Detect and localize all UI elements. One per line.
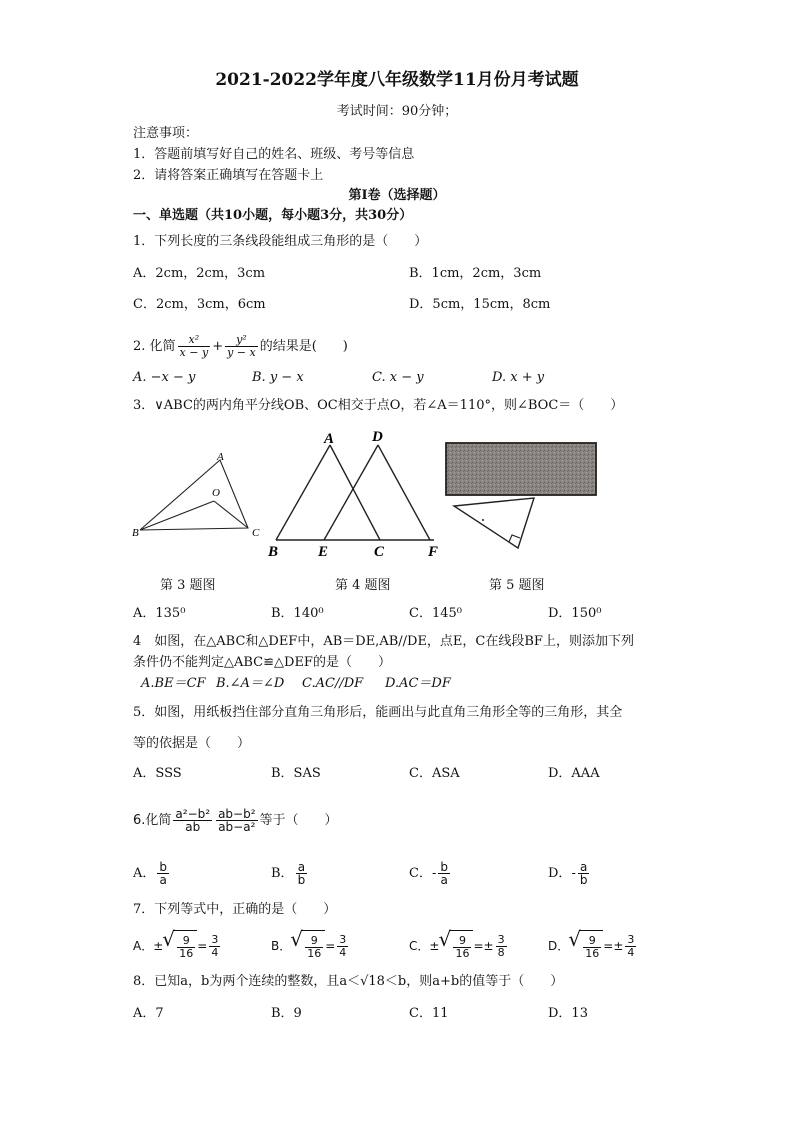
q6-stem	[133, 806, 338, 836]
q5-option-b: B．SAS	[271, 766, 321, 781]
option-eq: =	[325, 939, 336, 953]
option-fraction	[438, 861, 450, 886]
rhs-fraction	[625, 934, 636, 959]
rhs-fraction	[209, 934, 220, 959]
sqrt	[449, 930, 473, 963]
q8-option-d: D．13	[548, 1006, 588, 1021]
option-sign: -	[431, 866, 437, 881]
q7-stem: 7．下列等式中，正确的是（ ）	[133, 902, 337, 917]
section-heading: 一、单选题（共10小题，每小题3分，共30分）	[133, 208, 413, 223]
fig3-label-c: C	[252, 527, 260, 539]
frac-num: √ 9	[583, 935, 601, 948]
page-title: 2021-2022学年度八年级数学11月份月考试题	[215, 70, 579, 90]
option-label: A．	[133, 939, 154, 953]
option-fraction	[157, 861, 169, 886]
q2-f1-den: x − y	[179, 346, 209, 359]
q1-stem: 1．下列长度的三条线段能组成三角形的是（ ）	[133, 234, 428, 249]
q3-stem: 3．∨ABC的两内角平分线OB、OC相交于点O，若∠A＝110°，则∠BOC＝（ ）	[133, 398, 624, 413]
q2-stem	[133, 334, 348, 359]
option-sign: -	[571, 866, 576, 881]
rhs-fraction	[337, 934, 348, 959]
figure-5-caption: 第 5 题图	[489, 578, 545, 593]
q1-option-a: A．2cm，2cm，3cm	[133, 266, 266, 281]
q6-f1-den: ab	[185, 820, 201, 834]
frac-den: 16	[585, 947, 600, 960]
q6-option-d	[548, 858, 591, 890]
q7-option-a	[133, 930, 222, 963]
frac-den: 16	[179, 947, 194, 960]
q8-option-c: C．11	[409, 1006, 449, 1021]
q5-stem-line2: 等的依据是（ ）	[133, 736, 251, 751]
q6-f2-den: ab−a²	[218, 820, 256, 834]
fig4-label-a: A	[324, 431, 335, 447]
option-eq: =	[603, 939, 614, 953]
q6-option-a	[133, 858, 171, 890]
part-title: 第I卷（选择题）	[348, 188, 446, 203]
option-label: B．	[271, 939, 292, 953]
fig4-label-c: C	[374, 544, 385, 560]
option-label: C．	[409, 866, 432, 881]
fig3-label-a: A	[217, 451, 224, 463]
option-fraction	[296, 861, 308, 886]
q2-fraction-1	[178, 334, 211, 359]
option-label: D．	[548, 939, 570, 953]
figure-4	[262, 425, 452, 560]
option-eq: =	[197, 939, 208, 953]
figure-4-caption: 第 4 题图	[335, 578, 391, 593]
q4-option-c: C.AC//DF	[302, 676, 364, 691]
q7-option-c	[409, 930, 509, 963]
q1-option-d: D．5cm，15cm，8cm	[409, 297, 551, 312]
q2-f1-num: x²	[178, 334, 211, 347]
fig4-label-b: B	[268, 544, 279, 560]
frac-den: b	[297, 873, 306, 887]
q3-option-b: B．140⁰	[271, 606, 324, 621]
frac-den: 16	[307, 947, 322, 960]
frac-den: 4	[627, 946, 635, 959]
figure-3-caption: 第 3 题图	[160, 578, 216, 593]
q3-option-c: C．145⁰	[409, 606, 462, 621]
option-label: B．	[271, 866, 294, 881]
q2-plus: +	[212, 339, 224, 354]
q2-prefix: 2. 化简	[133, 339, 176, 354]
frac-num: √ 9	[177, 935, 195, 948]
q5-option-c: C．ASA	[409, 766, 460, 781]
q2-option-a: A. −x − y	[133, 370, 196, 385]
sqrt-fraction	[177, 935, 195, 960]
frac-num: a	[578, 861, 590, 874]
sqrt-fraction	[583, 935, 601, 960]
sqrt	[579, 930, 603, 963]
q2-option-d: D. x + y	[492, 370, 545, 385]
frac-num: b	[440, 860, 448, 874]
q4-stem-line2: 条件仍不能判定△ABC≌△DEF的是（ ）	[133, 655, 391, 670]
q6-fraction-1	[173, 808, 212, 833]
q3-option-a: A．135⁰	[133, 606, 186, 621]
q6-f1-num: a²−b²	[175, 807, 211, 821]
option-pre: ±	[429, 939, 440, 953]
q6-option-b	[271, 858, 309, 890]
option-label: D．	[548, 866, 572, 881]
option-eq: =	[473, 939, 484, 953]
frac-den: 4	[339, 946, 347, 959]
q8-option-b: B．9	[271, 1006, 302, 1021]
frac-num: 3	[497, 933, 505, 946]
q8-option-a: A．7	[133, 1006, 164, 1021]
fig4-label-f: F	[428, 544, 439, 560]
frac-num: a	[296, 861, 308, 874]
q7-option-b	[271, 930, 350, 963]
q2-option-c: C. x − y	[372, 370, 424, 385]
sqrt	[173, 930, 197, 963]
exam-time: 考试时间：90分钟；	[336, 104, 458, 119]
q3-option-d: D．150⁰	[548, 606, 602, 621]
sqrt-fraction	[453, 935, 471, 960]
notes-heading: 注意事项：	[133, 126, 199, 141]
cardboard-cover	[446, 443, 596, 495]
q6-f2-num: ab−b²	[218, 807, 256, 821]
figure-3	[130, 448, 270, 548]
option-rhs-pre: ±	[613, 939, 624, 953]
q2-f2-den: y − x	[227, 346, 256, 359]
frac-num: b	[159, 860, 168, 874]
fig3-label-b: B	[132, 527, 139, 539]
q8-stem: 8．已知a，b为两个连续的整数，且a＜√18＜b，则a+b的值等于（ ）	[133, 974, 564, 989]
frac-num: 3	[627, 933, 635, 946]
q6-fraction-2	[216, 808, 257, 833]
sqrt	[301, 930, 325, 963]
q1-option-b: B．1cm，2cm，3cm	[409, 266, 542, 281]
frac-den: b	[579, 873, 588, 887]
frac-den: 16	[455, 947, 470, 960]
rhs-fraction	[496, 934, 507, 959]
option-fraction	[578, 861, 590, 886]
frac-den: a	[440, 873, 448, 887]
fig4-label-d: D	[372, 429, 383, 445]
frac-num: 3	[211, 933, 219, 946]
q5-stem-line1: 5．如图，用纸板挡住部分直角三角形后，能画出与此直角三角形全等的三角形，其全	[133, 705, 623, 720]
option-rhs-pre: ±	[483, 939, 494, 953]
fig3-label-o: O	[212, 487, 220, 499]
q7-option-d	[548, 930, 638, 963]
q2-f2-num: y²	[225, 334, 258, 347]
note-item: 1．答题前填写好自己的姓名、班级、考号等信息	[133, 147, 415, 162]
q4-stem-line1: 4 如图，在△ABC和△DEF中，AB＝DE,AB//DE，点E，C在线段BF上，则添加下列	[133, 634, 634, 649]
figure-5	[440, 438, 605, 550]
q4-option-a: A.BE＝CF	[141, 676, 206, 691]
frac-den: 8	[497, 946, 505, 959]
note-item: 2．请将答案正确填写在答题卡上	[133, 168, 324, 183]
q2-option-b: B. y − x	[252, 370, 304, 385]
fig4-label-e: E	[318, 544, 329, 560]
right-triangle	[454, 498, 534, 548]
frac-num: 3	[339, 933, 347, 946]
q4-option-b: B.∠A＝∠D	[216, 676, 285, 691]
q4-option-d: D.AC＝DF	[385, 676, 451, 691]
q6-suffix: 等于（ ）	[259, 813, 338, 828]
q2-suffix: 的结果是( )	[259, 339, 348, 354]
q5-option-d: D．AAA	[548, 766, 600, 781]
frac-num: √ 9	[453, 935, 471, 948]
q6-option-c	[409, 858, 452, 890]
option-pre: ±	[153, 939, 164, 953]
q1-option-c: C．2cm，3cm，6cm	[133, 297, 266, 312]
option-label: C．	[409, 939, 430, 953]
q2-fraction-2	[225, 334, 258, 359]
option-label: A．	[133, 866, 156, 881]
frac-den: 4	[211, 946, 219, 959]
sqrt-fraction	[305, 935, 323, 960]
frac-num: √ 9	[305, 935, 323, 948]
q5-option-a: A．SSS	[133, 766, 182, 781]
frac-den: a	[159, 873, 167, 887]
q6-prefix: 6.化简	[133, 813, 172, 828]
